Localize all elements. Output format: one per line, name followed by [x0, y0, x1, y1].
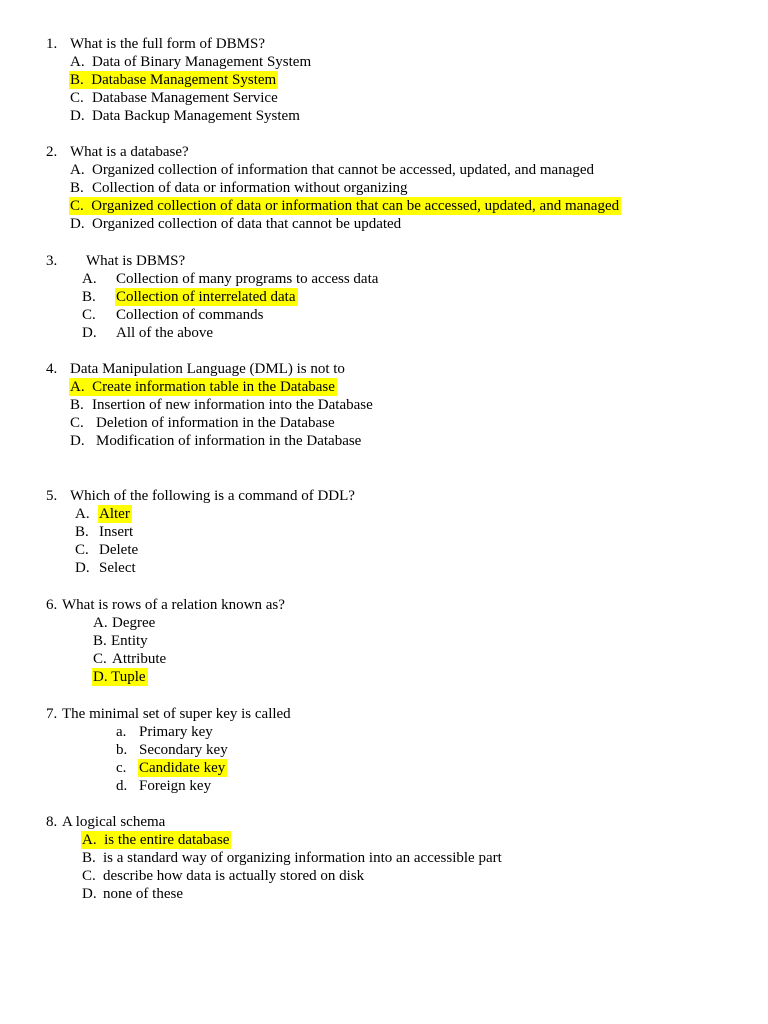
option-text: Select: [99, 560, 136, 576]
option-text: Foreign key: [139, 778, 212, 794]
option-text: Data Backup Management System: [92, 108, 300, 124]
option-marker: A.: [82, 832, 97, 848]
option-text: Database Management System: [91, 72, 277, 88]
option-marker: D.: [75, 560, 90, 576]
option-text: Deletion of information in the Database: [96, 415, 335, 431]
option-text: none of these: [103, 886, 183, 902]
option-text: Organized collection of data or information that can be accessed, updated, and managed: [91, 198, 620, 214]
option-text: Tuple: [111, 669, 146, 685]
option-text: Organized collection of data that cannot be updated: [92, 216, 402, 232]
option-text: Primary key: [139, 724, 213, 740]
option-text: Database Management Service: [92, 90, 278, 106]
question-text: What is rows of a relation known as?: [62, 597, 285, 613]
option-marker: C.: [82, 868, 96, 884]
option-text: Data of Binary Management System: [92, 54, 312, 70]
option-marker: A.: [70, 162, 85, 178]
option-marker: B.: [93, 633, 107, 649]
option-marker: D.: [70, 216, 85, 232]
option-marker: C.: [93, 651, 107, 667]
question-number: 2.: [46, 144, 58, 160]
option-marker: c.: [116, 760, 127, 776]
option-marker: C.: [70, 90, 84, 106]
option-text: describe how data is actually stored on disk: [103, 868, 365, 884]
option-marker: D.: [70, 108, 85, 124]
option-marker: B.: [70, 72, 84, 88]
question-number: 1.: [46, 36, 58, 52]
option-text: Attribute: [112, 651, 167, 667]
option-marker: C.: [75, 542, 89, 558]
option-marker: A.: [70, 54, 85, 70]
option-marker: D.: [70, 433, 85, 449]
option-marker: B.: [82, 289, 96, 305]
option-text: Delete: [99, 542, 139, 558]
option-marker: B.: [70, 180, 84, 196]
question-number: 7.: [46, 706, 58, 722]
option-marker: D.: [82, 886, 97, 902]
option-text: All of the above: [116, 325, 214, 341]
question-number: 4.: [46, 361, 58, 377]
option-text: Modification of information in the Database: [96, 433, 362, 449]
highlighted-answer: [81, 831, 231, 849]
question-text: A logical schema: [62, 814, 166, 830]
option-text: Degree: [112, 615, 156, 631]
option-marker: B.: [82, 850, 96, 866]
option-text: is a standard way of organizing information into an accessible part: [103, 850, 502, 866]
highlighted-answer: [69, 197, 621, 215]
question-text: What is DBMS?: [86, 253, 186, 269]
option-text: Alter: [99, 506, 130, 522]
option-marker: A.: [70, 379, 85, 395]
option-text: Candidate key: [139, 760, 226, 776]
option-marker: B.: [75, 524, 89, 540]
option-marker: D.: [93, 669, 108, 685]
option-marker: A.: [82, 271, 97, 287]
option-text: Create information table in the Database: [92, 379, 335, 395]
highlighted-answer: [92, 668, 148, 686]
option-text: Collection of commands: [116, 307, 264, 323]
question-number: 5.: [46, 488, 58, 504]
option-marker: C.: [82, 307, 96, 323]
option-marker: A.: [75, 506, 90, 522]
option-text: Insertion of new information into the Database: [92, 397, 373, 413]
option-text: Organized collection of information that cannot be accessed, updated, and managed: [92, 162, 595, 178]
question-text: What is a database?: [70, 144, 189, 160]
option-text: Insert: [99, 524, 134, 540]
option-marker: B.: [70, 397, 84, 413]
question-text: Data Manipulation Language (DML) is not to: [70, 361, 345, 377]
option-marker: D.: [82, 325, 97, 341]
option-marker: d.: [116, 778, 128, 794]
option-text: Entity: [111, 633, 148, 649]
option-text: Secondary key: [139, 742, 228, 758]
option-marker: a.: [116, 724, 127, 740]
question-text: Which of the following is a command of DDL?: [70, 488, 355, 504]
option-text: Collection of interrelated data: [116, 289, 296, 305]
question-number: 8.: [46, 814, 58, 830]
question-text: The minimal set of super key is called: [62, 706, 291, 722]
highlighted-answer: [69, 71, 278, 89]
question-number: 3.: [46, 253, 58, 269]
option-text: is the entire database: [104, 832, 230, 848]
question-number: 6.: [46, 597, 58, 613]
highlighted-answer: [69, 378, 337, 396]
option-marker: C.: [70, 415, 84, 431]
question-text: What is the full form of DBMS?: [70, 36, 265, 52]
option-marker: C.: [70, 198, 84, 214]
option-text: Collection of many programs to access data: [116, 271, 379, 287]
option-marker: b.: [116, 742, 128, 758]
option-marker: A.: [93, 615, 108, 631]
option-text: Collection of data or information without organizing: [92, 180, 408, 196]
